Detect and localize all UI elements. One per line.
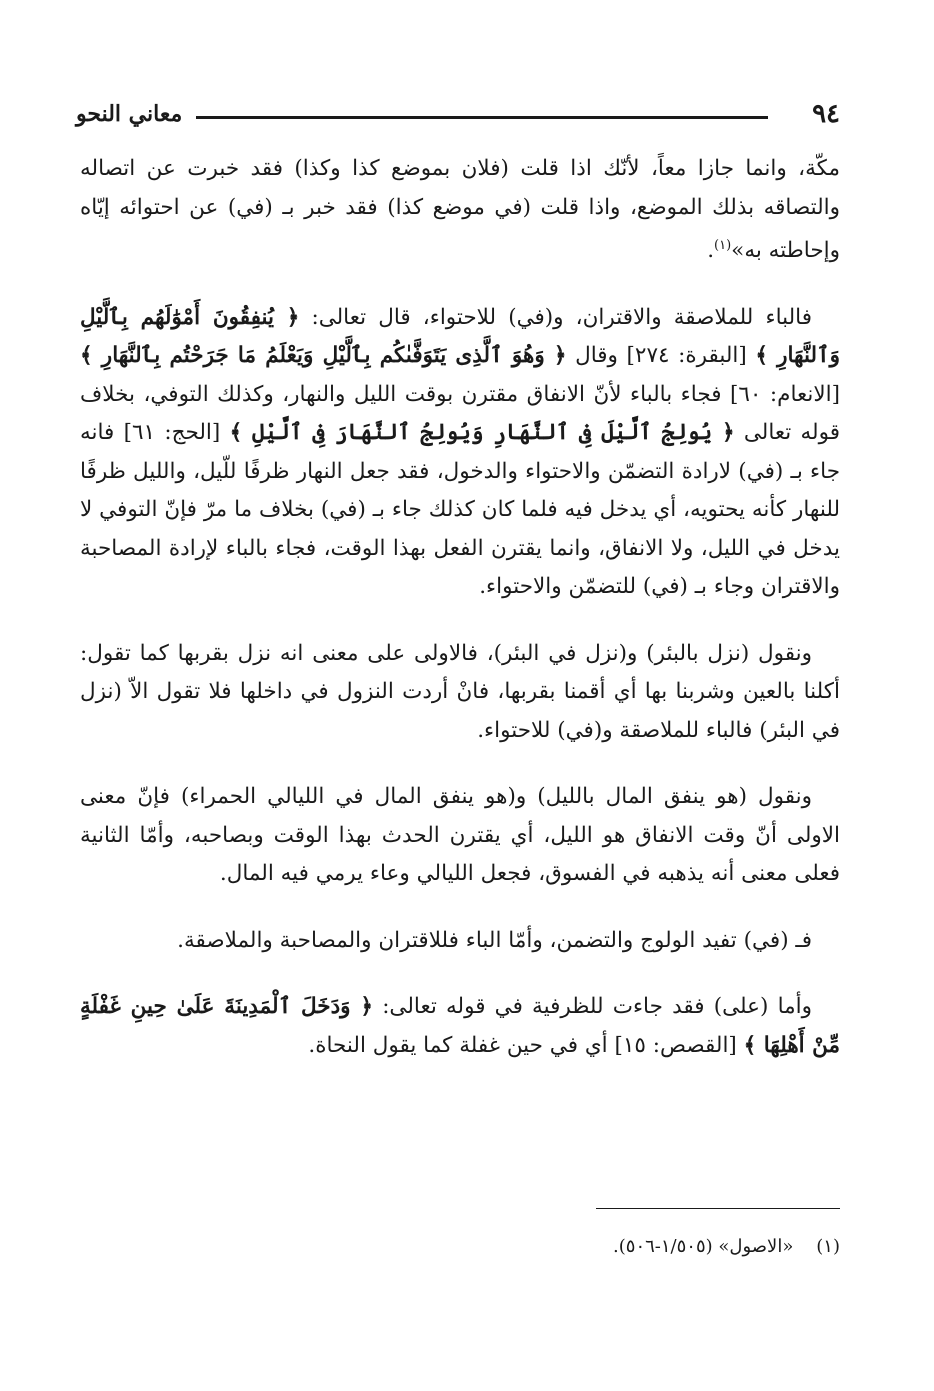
paragraph: ونقول (نزل بالبئر) و(نزل في البئر)، فالاولى على معنى انه نزل بقربها كما تقول: أكلنا بالعين وشربنا بها أي أقمنا بقربها، فانْ أردت النزول في داخلها فلا تقول الاّ (نزل في البئر) فالباء للملاصقة و(في) للاحتواء.	[80, 640, 840, 743]
paragraph-text: فالباء للملاصقة والاقتران، و(في) للاحتواء، قال تعالى:	[299, 304, 812, 330]
quran-verse: ﴿ يُنفِقُونَ أَمْوَٰلَهُم بِٱلَّيْلِ وَٱلنَّهَارِ ﴾	[80, 304, 840, 369]
paragraph-text: مكّة، وانما جازا معاً، لأنّك اذا قلت (فلان بموضع كذا وكذا) فقد خبرت عن اتصاله والتصاقه بذلك الموضع، واذا قلت (في موضع كذا) فقد خبر بـ (في) عن احتوائه إيّاه وإحاطته به»	[80, 156, 840, 264]
footnote-reference: (١)	[714, 238, 732, 253]
quran-verse: ﴿ وَدَخَلَ ٱلْمَدِينَةَ عَلَىٰ حِينِ غَفْلَةٍ مِّنْ أَهْلِهَا ﴾	[80, 994, 840, 1058]
paragraph-text: [البقرة: ٢٧٤] وقال	[566, 343, 756, 369]
paragraph: ونقول (هو ينفق المال بالليل) و(هو ينفق المال في الليالي الحمراء) فإنّ معنى الاولى أنّ وقت الانفاق هو الليل، أي يقترن الحدث بهذا الوقت وبصاحبه، وأمّا الثانية فعلى معنى أنه يذهبه في الفسوق، فجعل الليالي وعاء يرمي فيه المال.	[80, 784, 840, 887]
paragraph	[80, 150, 840, 271]
main-text	[80, 150, 840, 1065]
running-title: معاني النحو	[76, 101, 183, 127]
footnote-marker: (١)	[816, 1236, 840, 1257]
page-number: ٩٤	[812, 99, 840, 129]
paragraph-text: وأما (على) فقد جاءت للظرفية في قوله تعالى:	[373, 994, 812, 1020]
paragraph-text: [القصص: ١٥] أي في حين غفلة كما يقول النحاة.	[308, 1032, 744, 1058]
paragraph: فـ (في) تفيد الولوج والتضمن، وأمّا الباء فللاقتران والمصاحبة والملاصقة.	[177, 927, 812, 953]
paragraph-text: [الحج: ٦١] فانه جاء بـ (في) لارادة التضمّن والاحتواء والدخول، فقد جعل النهار ظرفًا للّيل، والليل ظرفًا للنهار كأنه يحتويه، أي يدخل فيه فلما كان كذلك جاء بـ (في) بخلاف ما مرّ فإنّ التوفي لا يدخل في الليل، ولا الانفاق، وانما يقترن الفعل بهذا الوقت، فجاء بالباء لإرادة المصاحبة والاقتران وجاء بـ (في) للتضمّن والاحتواء.	[80, 420, 840, 600]
page-header	[76, 94, 840, 134]
footnote-divider	[596, 1208, 840, 1209]
paragraph	[80, 299, 840, 607]
header-rule	[196, 116, 768, 119]
quran-verse: ﴿ وَهُوَ ٱلَّذِى يَتَوَفَّىٰكُم بِٱلَّيْلِ وَيَعْلَمُ مَا جَرَحْتُم بِٱلنَّهَارِ ﴾	[80, 343, 567, 369]
footnote	[80, 1234, 840, 1260]
paragraph	[80, 988, 840, 1065]
footnote-text: «الاصول» (١/٥٠٥-٥٠٦).	[613, 1236, 794, 1257]
paragraph-end: .	[707, 238, 715, 264]
quran-verse: ﴿ يُولِجُ ٱلَّيْلَ فِى ٱلنَّهَارِ وَيُولِجُ ٱلنَّهَارَ فِى ٱلَّيْلِ ﴾	[229, 420, 735, 446]
paragraph-text: [الانعام: ٦٠] فجاء بالباء لأنّ الانفاق مقترن بوقت الليل والنهار، وكذلك التوفي، بخلاف قوله تعالى	[80, 381, 841, 446]
